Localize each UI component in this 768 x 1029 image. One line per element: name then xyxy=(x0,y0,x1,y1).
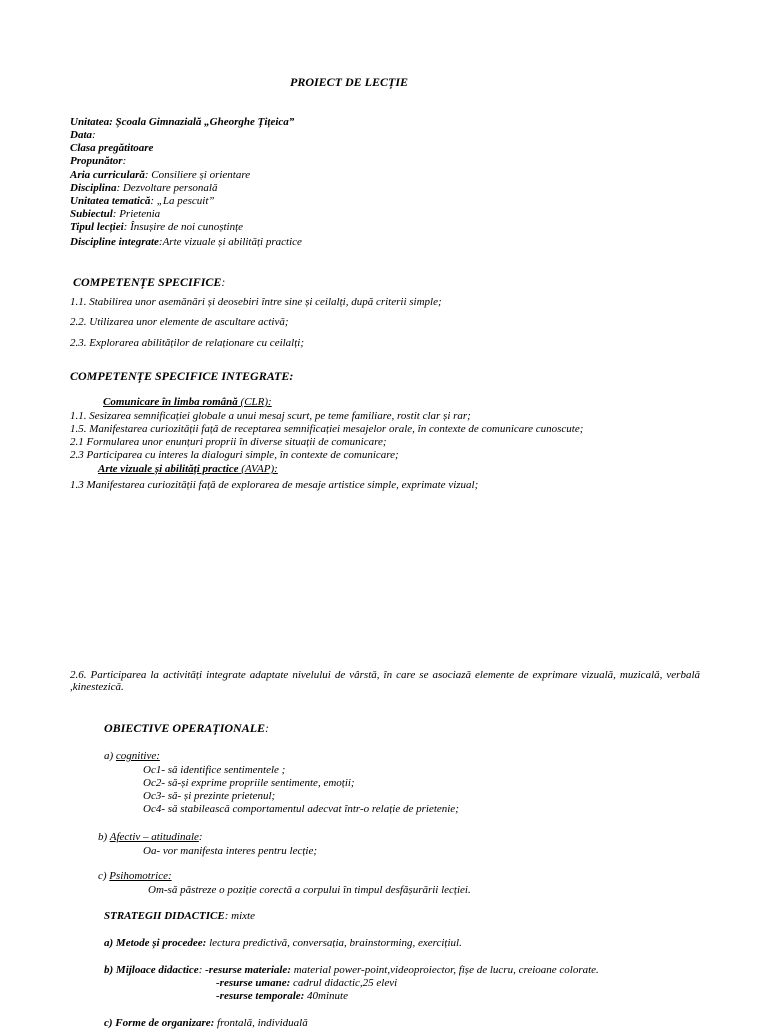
header-data: Data: xyxy=(70,129,96,141)
cognitive-heading: a) cognitive: xyxy=(104,750,160,762)
afectiv-item: Oa- vor manifesta interes pentru lecție; xyxy=(143,845,318,857)
header-unitatea-tematica: Unitatea tematică: „La pescuit” xyxy=(70,195,215,207)
cognitive-item: Oc2- să-și exprime propriile sentimente, emoții; xyxy=(143,777,355,789)
competente-item: 1.1. Stabilirea unor asemănări și deosebiri între sine și ceilalți, după criterii simple; xyxy=(70,296,442,308)
cognitive-item: Oc3- să- și prezinte prietenul; xyxy=(143,790,276,802)
avap-item: 1.3 Manifestarea curiozității față de explorarea de mesaje artistice simple, exprimate vizual; xyxy=(70,479,479,491)
cognitive-item: Oc4- să stabilească comportamentul adecvat într-o relație de prietenie; xyxy=(143,803,459,815)
afectiv-heading: b) Afectiv – atitudinale: xyxy=(98,831,203,843)
header-tipul: Tipul lecției: Însușire de noi cunoștințe xyxy=(70,221,244,233)
psihomotrice-item: Om-să păstreze o poziție corectă a corpului în timpul desfășurării lecției. xyxy=(148,884,471,896)
clr-item: 2.1 Formularea unor enunțuri proprii în diverse situații de comunicare; xyxy=(70,436,387,448)
resurse-umane-line: -resurse umane: cadrul didactic,25 elevi xyxy=(216,977,398,989)
clr-heading: Comunicare în limba română (CLR): xyxy=(103,396,272,408)
cognitive-item: Oc1- să identifice sentimentele ; xyxy=(143,764,286,776)
forme-organizare-line: c) Forme de organizare: frontală, individuală xyxy=(104,1017,308,1029)
competente-item-2-6: 2.6. Participarea la activități integrate adaptate nivelului de vârstă, în care se asociază elemente de exprimare vizuală, muzicală, verbală ,kinestezică. xyxy=(70,669,700,693)
header-disciplina: Disciplina: Dezvoltare personală xyxy=(70,182,218,194)
strategii-heading: STRATEGII DIDACTICE: mixte xyxy=(104,910,255,922)
clr-item: 1.5. Manifestarea curiozității față de receptarea semnificației mesajelor orale, în contexte de comunicare cunoscute; xyxy=(70,423,584,435)
header-clasa: Clasa pregătitoare xyxy=(70,142,154,154)
header-unitatea: Unitatea: Școala Gimnazială „Gheorghe Țițeica” xyxy=(70,116,295,128)
avap-heading: Arte vizuale și abilități practice (AVAP): xyxy=(98,463,278,475)
competente-item: 2.2. Utilizarea unor elemente de ascultare activă; xyxy=(70,316,289,328)
competente-heading: COMPETENȚE SPECIFICE: xyxy=(73,275,226,289)
psihomotrice-heading: c) Psihomotrice: xyxy=(98,870,172,882)
clr-item: 2.3 Participarea cu interes la dialoguri simple, în contexte de comunicare; xyxy=(70,449,399,461)
obiective-heading: OBIECTIVE OPERAȚIONALE: xyxy=(104,721,270,735)
header-subiectul: Subiectul: Prietenia xyxy=(70,208,161,220)
page-title: PROIECT DE LECȚIE xyxy=(290,75,409,89)
integrate-heading: COMPETENȚE SPECIFICE INTEGRATE: xyxy=(70,369,294,383)
header-aria: Aria curriculară: Consiliere și orientare xyxy=(70,169,251,181)
header-discipline: Discipline integrate:Arte vizuale și abilități practice xyxy=(70,236,302,248)
competente-item: 2.3. Explorarea abilităților de relaționare cu ceilalți; xyxy=(70,337,305,349)
clr-item: 1.1. Sesizarea semnificației globale a unui mesaj scurt, pe teme familiare, rostit clar și rar; xyxy=(70,410,471,422)
metode-line: a) Metode și procedee: lectura predictivă, conversația, brainstorming, exercițiul. xyxy=(104,937,462,949)
mijloace-line: b) Mijloace didactice: -resurse materiale: material power-point,videoproiector, fișe de lucru, creioane colorate. xyxy=(104,964,599,976)
resurse-temporale-line: -resurse temporale: 40minute xyxy=(216,990,348,1002)
header-propunator: Propunător: xyxy=(70,155,127,167)
